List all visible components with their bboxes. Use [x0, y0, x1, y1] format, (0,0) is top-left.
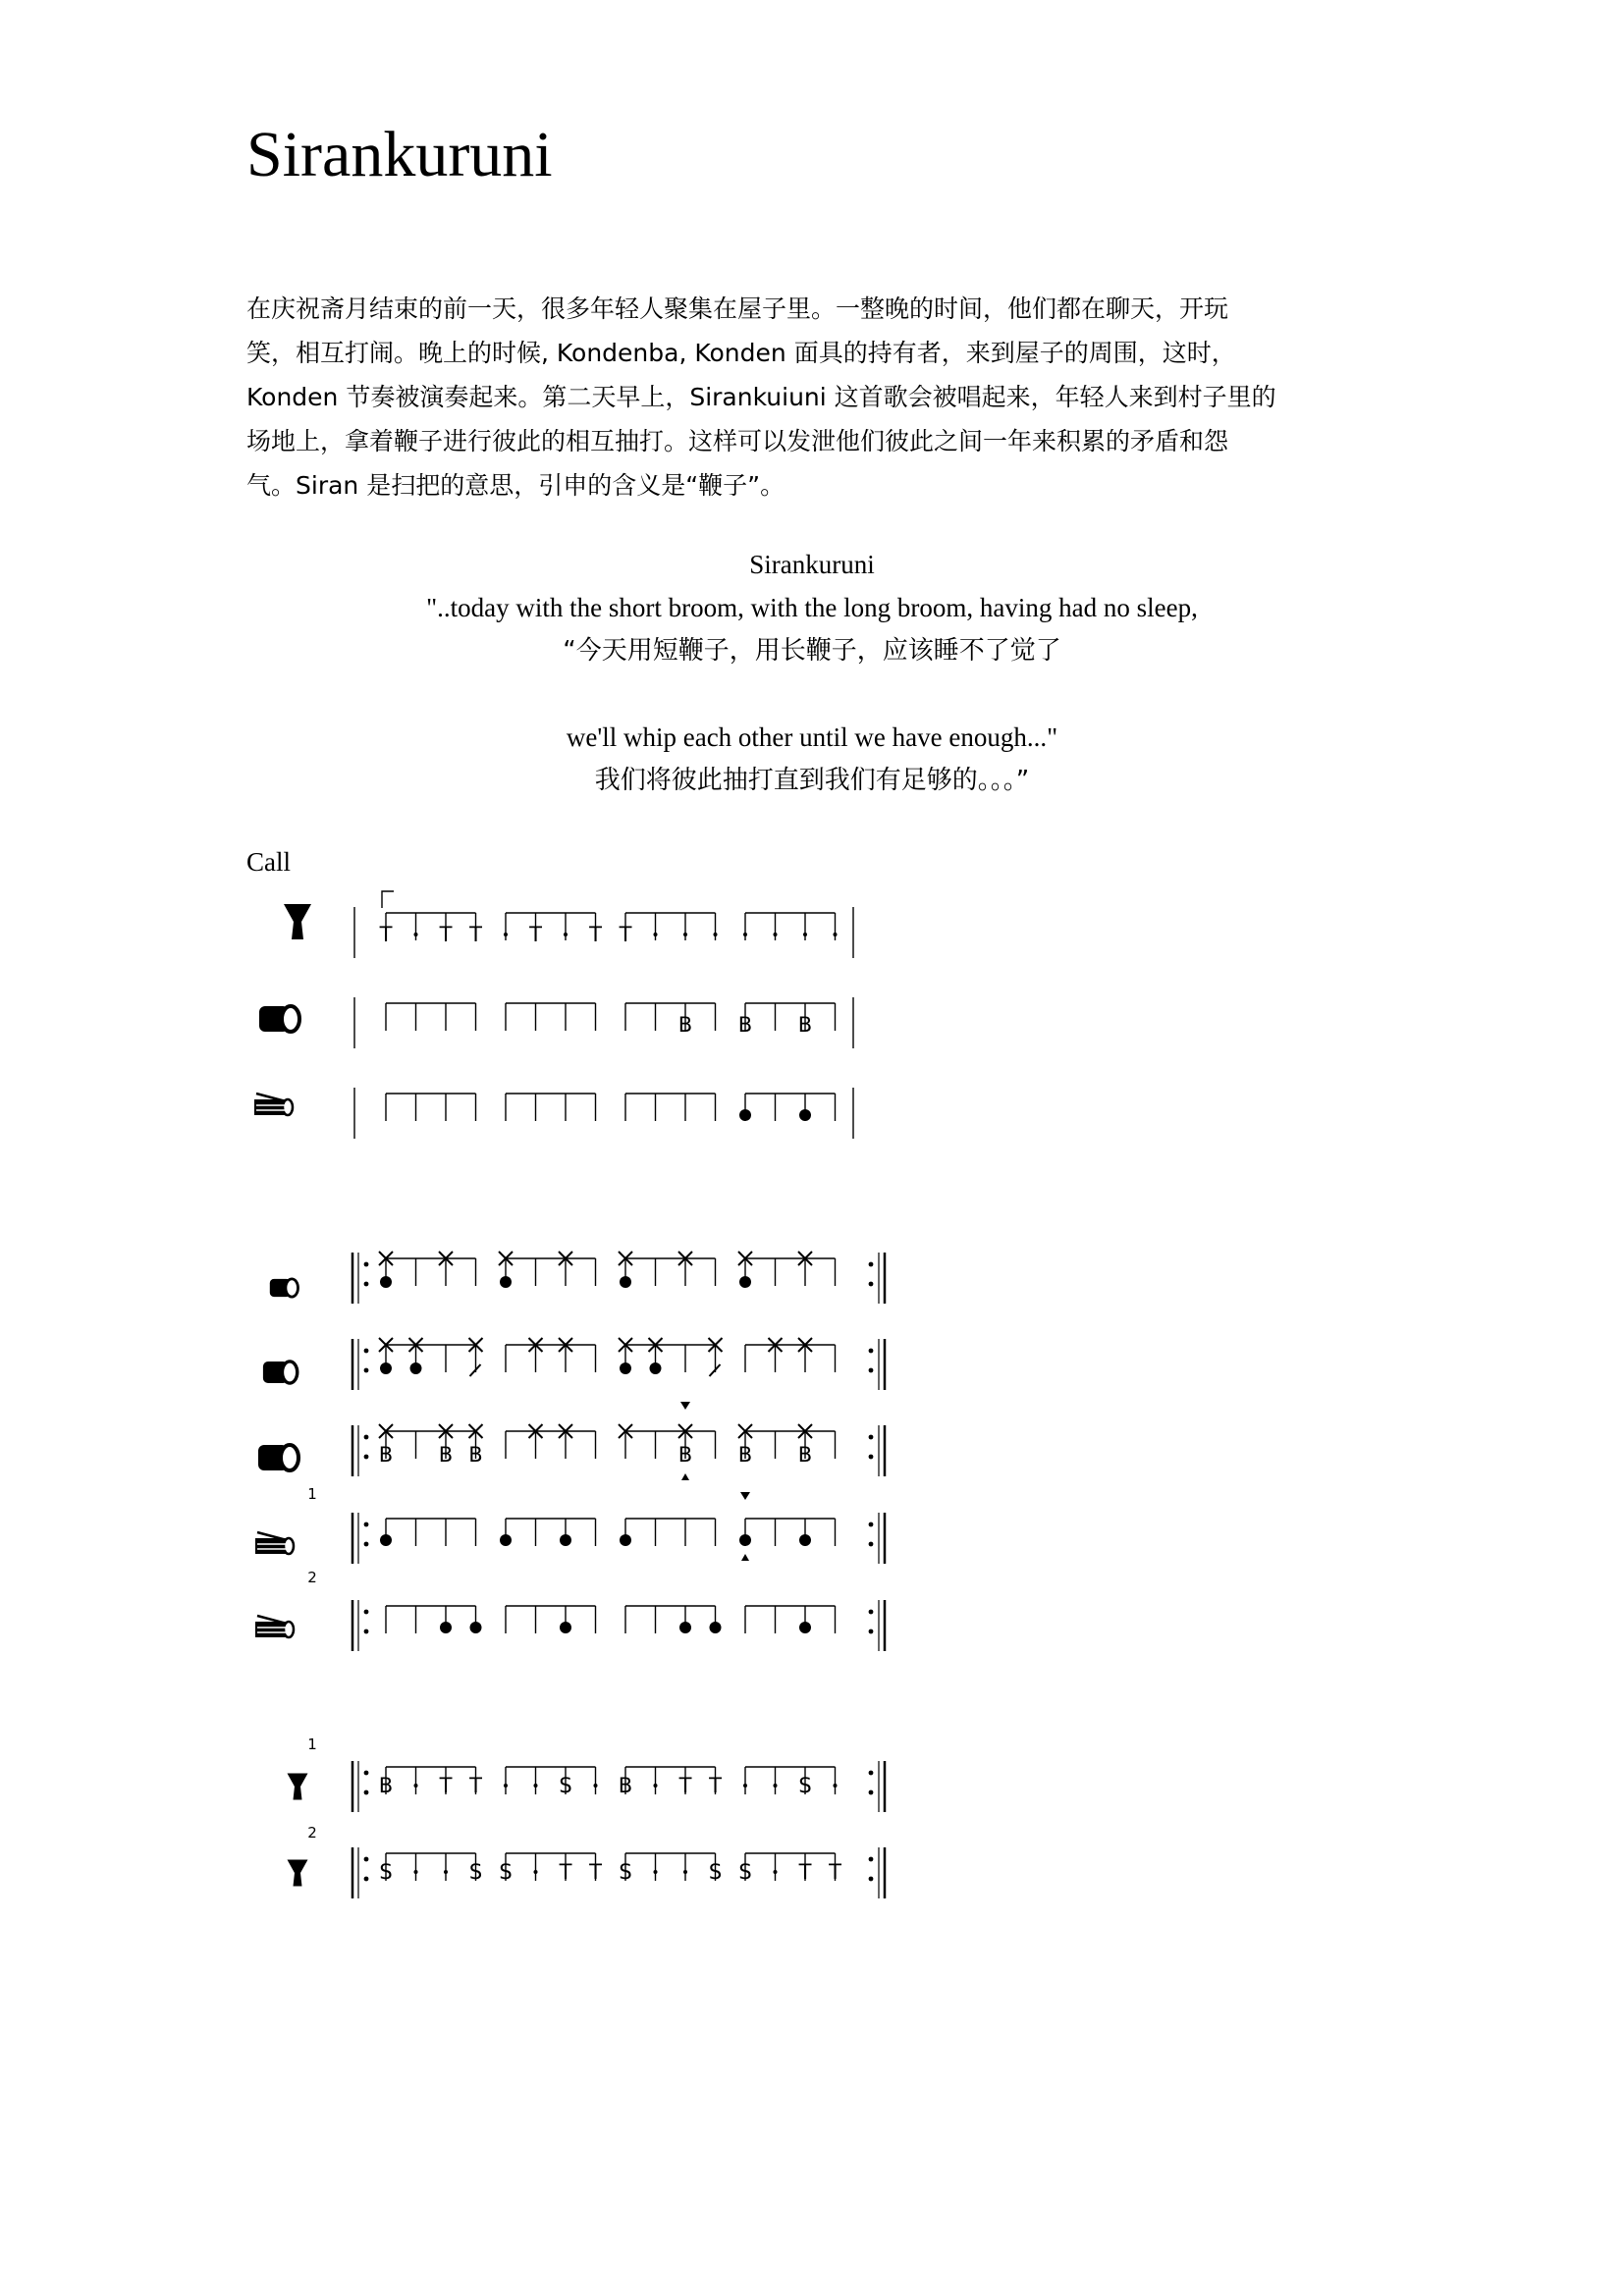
rest-dot [534, 1870, 538, 1874]
note-letter: T [529, 923, 542, 946]
lyric-line-cn: “今天用短鞭子，用长鞭子，应该睡不了觉了 [563, 636, 1061, 666]
rest-dot [414, 1784, 418, 1788]
repeat-dot [364, 1857, 369, 1862]
rest-dot [834, 1784, 838, 1788]
note-letter: T [439, 923, 453, 946]
note-letter: B [468, 1443, 483, 1467]
note-dot [620, 1362, 631, 1374]
rest-dot [444, 1870, 448, 1874]
note-dot [380, 1276, 392, 1288]
note-letter: S [738, 1860, 752, 1884]
repeat-dot [869, 1790, 874, 1795]
rest-dot [654, 1784, 658, 1788]
rest-dot [834, 933, 838, 936]
rest-dot [714, 933, 718, 936]
note-letter: T [469, 923, 482, 946]
note-dot [380, 1362, 392, 1374]
note-dot [799, 1622, 811, 1633]
note-dot [679, 1622, 691, 1633]
dundun-head [281, 1445, 298, 1470]
note-dot [410, 1362, 422, 1374]
repeat-dot [869, 1435, 874, 1440]
rest-dot [534, 1784, 538, 1788]
note-dot [620, 1534, 631, 1546]
call-label: Call [246, 847, 291, 877]
repeat-dot [869, 1262, 874, 1267]
note-letter: T [439, 1774, 453, 1797]
lyric-line-en: "..today with the short broom, with the long broom, having had no sleep, [426, 593, 1198, 622]
note-letter: T [469, 1774, 482, 1797]
page-title: Sirankuruni [246, 119, 553, 190]
accent-mark [680, 1402, 690, 1410]
note-dot [650, 1362, 662, 1374]
dundun-head [282, 1006, 299, 1032]
repeat-dot [869, 1857, 874, 1862]
note-letter: B [378, 1443, 394, 1467]
rest-dot [594, 1784, 598, 1788]
note-dot [799, 1534, 811, 1546]
note-dot [440, 1622, 452, 1633]
rest-dot [683, 1870, 687, 1874]
repeat-dot [364, 1282, 369, 1287]
note-dot [620, 1276, 631, 1288]
note-dot [739, 1276, 751, 1288]
kenkeni-head [284, 1622, 294, 1637]
rest-dot [743, 933, 747, 936]
note-letter: B [797, 1013, 813, 1037]
repeat-dot [364, 1435, 369, 1440]
note-letter: T [829, 1860, 841, 1884]
note-dot [380, 1534, 392, 1546]
djembe-icon [288, 1774, 308, 1800]
note-letter: T [589, 923, 602, 946]
repeat-dot [869, 1282, 874, 1287]
note-dot [470, 1622, 482, 1633]
note-dot [739, 1109, 751, 1121]
repeat-dot [869, 1771, 874, 1776]
lyric-line-en: we'll whip each other until we have enough..." [566, 722, 1058, 752]
repeat-dot [364, 1522, 369, 1527]
repeat-dot [364, 1610, 369, 1615]
kenkeni-head [283, 1099, 293, 1115]
song-title: Sirankuruni [749, 550, 875, 579]
note-letter: S [468, 1860, 483, 1884]
kenkeni-head [284, 1538, 294, 1554]
note-letter: T [379, 923, 393, 946]
repeat-dot [364, 1349, 369, 1354]
repeat-dot [869, 1877, 874, 1882]
part-number: 2 [307, 1569, 317, 1586]
part-number: 1 [307, 1735, 317, 1753]
note-letter: S [619, 1860, 632, 1884]
repeat-dot [364, 1542, 369, 1547]
note-letter: T [589, 1860, 602, 1884]
part-number: 1 [307, 1485, 317, 1503]
djembe-icon [288, 1860, 308, 1887]
repeat-dot [364, 1368, 369, 1373]
repeat-dot [869, 1455, 874, 1460]
intro-line: 气。Siran 是扫把的意思，引申的含义是“鞭子”。 [246, 471, 785, 500]
rest-dot [654, 1870, 658, 1874]
rest-dot [504, 1784, 508, 1788]
rest-dot [683, 933, 687, 936]
repeat-dot [364, 1771, 369, 1776]
note-letter: S [379, 1860, 393, 1884]
note-letter: B [797, 1443, 813, 1467]
rest-dot [774, 1784, 778, 1788]
note-dot [560, 1622, 571, 1633]
rest-dot [564, 933, 568, 936]
rest-dot [414, 933, 418, 936]
note-letter: B [737, 1013, 753, 1037]
note-letter: B [677, 1443, 693, 1467]
note-letter: T [709, 1774, 722, 1797]
flam-bracket [382, 891, 394, 908]
note-letter: T [798, 1860, 812, 1884]
note-letter: T [678, 1774, 692, 1797]
note-letter: B [378, 1774, 394, 1797]
dundun-head [286, 1279, 298, 1297]
note-letter: B [677, 1013, 693, 1037]
rest-dot [774, 933, 778, 936]
note-letter: T [559, 1860, 572, 1884]
note-letter: S [708, 1860, 723, 1884]
note-dot [799, 1109, 811, 1121]
note-letter: S [798, 1774, 812, 1797]
repeat-dot [869, 1349, 874, 1354]
accent-mark [741, 1554, 749, 1561]
note-letter: B [618, 1774, 633, 1797]
note-letter: S [499, 1860, 513, 1884]
dundun-head [282, 1362, 297, 1383]
intro-line: 在庆祝斋月结束的前一天，很多年轻人聚集在屋子里。一整晚的时间，他们都在聊天，开玩 [246, 294, 1229, 323]
repeat-dot [364, 1629, 369, 1634]
intro-line: 笑，相互打闹。晚上的时候, Kondenba, Konden 面具的持有者，来到屋子的周围，这时， [246, 339, 1236, 367]
repeat-dot [869, 1542, 874, 1547]
rest-dot [743, 1784, 747, 1788]
note-dot [710, 1622, 722, 1633]
repeat-dot [869, 1522, 874, 1527]
part-number: 2 [307, 1824, 317, 1842]
note-dot [739, 1534, 751, 1546]
djembe-icon [284, 904, 311, 939]
rest-dot [414, 1870, 418, 1874]
rest-dot [774, 1870, 778, 1874]
repeat-dot [869, 1368, 874, 1373]
repeat-dot [364, 1790, 369, 1795]
repeat-dot [869, 1610, 874, 1615]
intro-line: Konden 节奏被演奏起来。第二天早上，Sirankuiuni 这首歌会被唱起来，年轻人来到村子里的 [246, 383, 1276, 411]
rest-dot [803, 933, 807, 936]
accent-mark [740, 1492, 750, 1500]
lyric-line-cn: 我们将彼此抽打直到我们有足够的。。。” [594, 766, 1030, 795]
repeat-dot [364, 1877, 369, 1882]
note-dot [500, 1276, 512, 1288]
note-letter: T [619, 923, 632, 946]
repeat-dot [869, 1629, 874, 1634]
intro-line: 场地上，拿着鞭子进行彼此的相互抽打。这样可以发泄他们彼此之间一年来积累的矛盾和怨 [246, 427, 1229, 455]
note-letter: B [438, 1443, 454, 1467]
accent-mark [681, 1473, 689, 1480]
rest-dot [654, 933, 658, 936]
note-letter: B [737, 1443, 753, 1467]
repeat-dot [364, 1455, 369, 1460]
repeat-dot [364, 1262, 369, 1267]
note-letter: S [559, 1774, 572, 1797]
note-dot [500, 1534, 512, 1546]
rest-dot [504, 933, 508, 936]
note-dot [560, 1534, 571, 1546]
